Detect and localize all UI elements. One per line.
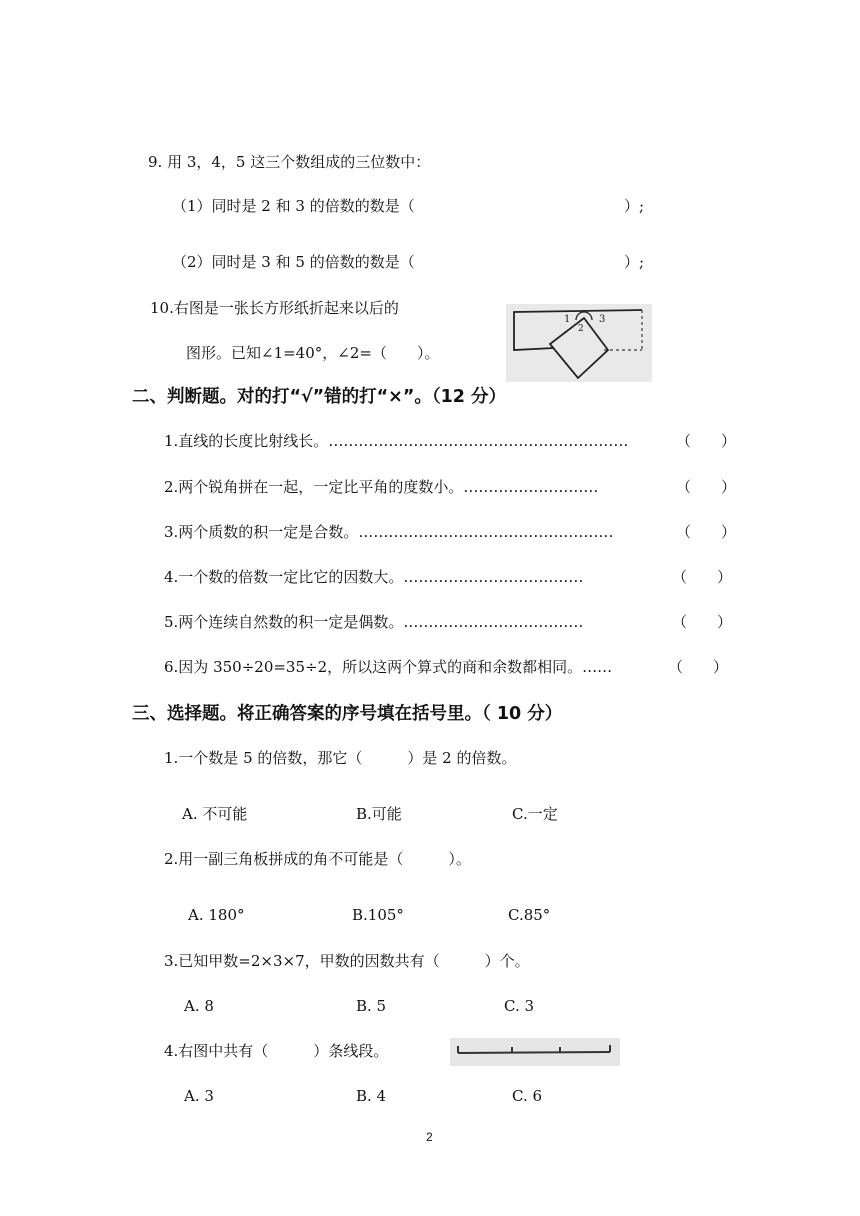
judge-blank-1: （ ） (676, 432, 737, 450)
judge-item-5: 5.两个连续自然数的积一定是偶数。……………………………… (164, 613, 584, 631)
choice-q4-option-b: B. 4 (356, 1087, 387, 1105)
choice-q4-stem: 4.右图中共有（ ）条线段。 (164, 1042, 389, 1060)
q10-line2: 图形。已知∠1=40°，∠2=（ ）。 (186, 344, 440, 362)
choice-q2-stem: 2.用一副三角板拼成的角不可能是（ ）。 (164, 850, 471, 868)
choice-q1-option-b: B.可能 (356, 805, 402, 823)
q9-part2-label: （2）同时是 3 和 5 的倍数的数是（ (172, 253, 415, 271)
choice-q3-stem: 3.已知甲数=2×3×7，甲数的因数共有（ ）个。 (164, 952, 530, 970)
choice-q4-option-a: A. 3 (184, 1087, 214, 1105)
q9-stem: 9. 用 3，4，5 这三个数组成的三位数中： (148, 153, 431, 171)
choice-q1-stem: 1.一个数是 5 的倍数，那它（ ）是 2 的倍数。 (164, 749, 517, 767)
choice-q4-option-c: C. 6 (512, 1087, 543, 1105)
judge-item-6: 6.因为 350÷20=35÷2，所以这两个算式的商和余数都相同。…… (164, 658, 613, 676)
choice-q2-option-c: C.85° (508, 906, 551, 924)
choice-q1-option-c: C.一定 (512, 805, 558, 823)
q9-part1-label: （1）同时是 2 和 3 的倍数的数是（ (172, 197, 415, 215)
q9-part2-close: ）; (624, 253, 645, 271)
judge-blank-2: （ ） (676, 478, 737, 496)
angle-1-label: 1 (564, 314, 571, 325)
q9-part1-close: ）; (624, 197, 645, 215)
judge-blank-5: （ ） (672, 613, 733, 631)
judge-item-3: 3.两个质数的积一定是合数。…………………………………………… (164, 523, 614, 541)
judge-blank-4: （ ） (672, 568, 733, 586)
angle-2-label: 2 (578, 324, 584, 334)
judge-item-1: 1.直线的长度比射线长。…………………………………………………… (164, 432, 629, 450)
judge-item-4: 4.一个数的倍数一定比它的因数大。……………………………… (164, 568, 584, 586)
section3-title: 三、选择题。将正确答案的序号填在括号里。（ 10 分） (132, 704, 563, 724)
choice-q1-option-a: A. 不可能 (182, 805, 248, 823)
choice-q2-option-a: A. 180° (188, 906, 245, 924)
choice-q3-option-b: B. 5 (356, 997, 387, 1015)
judge-blank-3: （ ） (676, 523, 737, 541)
page-number: 2 (426, 1130, 433, 1144)
judge-item-2: 2.两个锐角拼在一起，一定比平角的度数小。……………………… (164, 478, 599, 496)
q10-line1: 10.右图是一张长方形纸折起来以后的 (150, 299, 399, 317)
angle-3-label: 3 (599, 314, 606, 325)
folded-paper-figure (506, 304, 652, 382)
judge-blank-6: （ ） (668, 658, 729, 676)
section2-title: 二、判断题。对的打“√”错的打“×”。（12 分） (132, 387, 507, 407)
choice-q2-option-b: B.105° (352, 906, 404, 924)
choice-q3-option-a: A. 8 (184, 997, 214, 1015)
line-segments-figure (450, 1038, 620, 1066)
choice-q3-option-c: C. 3 (504, 997, 535, 1015)
